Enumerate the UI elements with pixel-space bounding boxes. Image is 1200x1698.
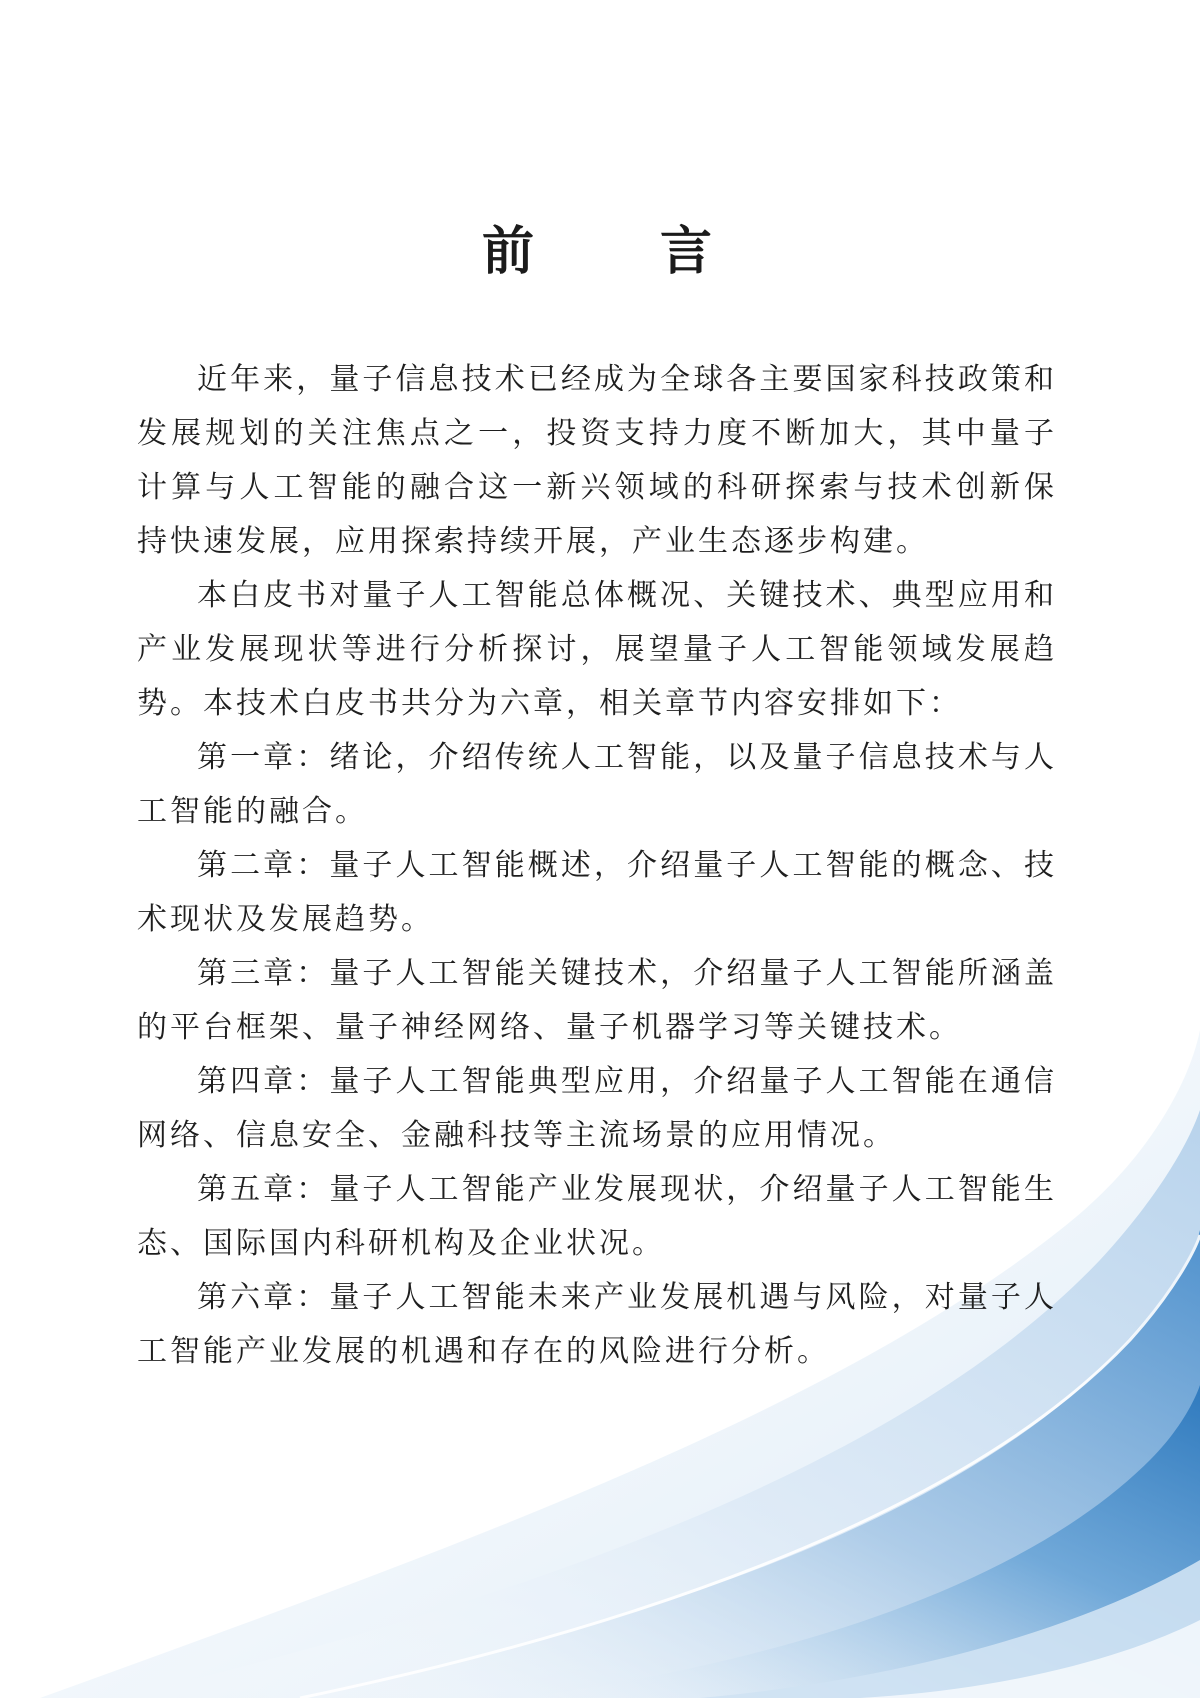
paragraph-chapter-6: 第六章：量子人工智能未来产业发展机遇与风险，对量子人工智能产业发展的机遇和存在的风险进行分析。 (137, 1280, 1057, 1369)
paragraph-chapter-2: 第二章：量子人工智能概述，介绍量子人工智能的概念、技术现状及发展趋势。 (137, 848, 1057, 937)
page-title: 前 言 (481, 221, 767, 282)
paragraph-intro: 近年来，量子信息技术已经成为全球各主要国家科技政策和发展规划的关注焦点之一，投资支持力度不断加大，其中量子计算与人工智能的融合这一新兴领域的科研探索与技术创新保持快速发展，应用探索持续开展，产业生态逐步构建。 (137, 362, 1057, 559)
paragraph-chapter-1: 第一章：绪论，介绍传统人工智能，以及量子信息技术与人工智能的融合。 (137, 740, 1057, 829)
paragraph-overview: 本白皮书对量子人工智能总体概况、关键技术、典型应用和产业发展现状等进行分析探讨，展望量子人工智能领域发展趋势。本技术白皮书共分为六章，相关章节内容安排如下： (137, 578, 1057, 721)
preface-body (137, 353, 1057, 1379)
paragraph-chapter-5: 第五章：量子人工智能产业发展现状，介绍量子人工智能生态、国际国内科研机构及企业状况。 (137, 1172, 1057, 1261)
paragraph-chapter-4: 第四章：量子人工智能典型应用，介绍量子人工智能在通信网络、信息安全、金融科技等主流场景的应用情况。 (137, 1064, 1057, 1153)
paragraph-chapter-3: 第三章：量子人工智能关键技术，介绍量子人工智能所涵盖的平台框架、量子神经网络、量子机器学习等关键技术。 (137, 956, 1057, 1045)
